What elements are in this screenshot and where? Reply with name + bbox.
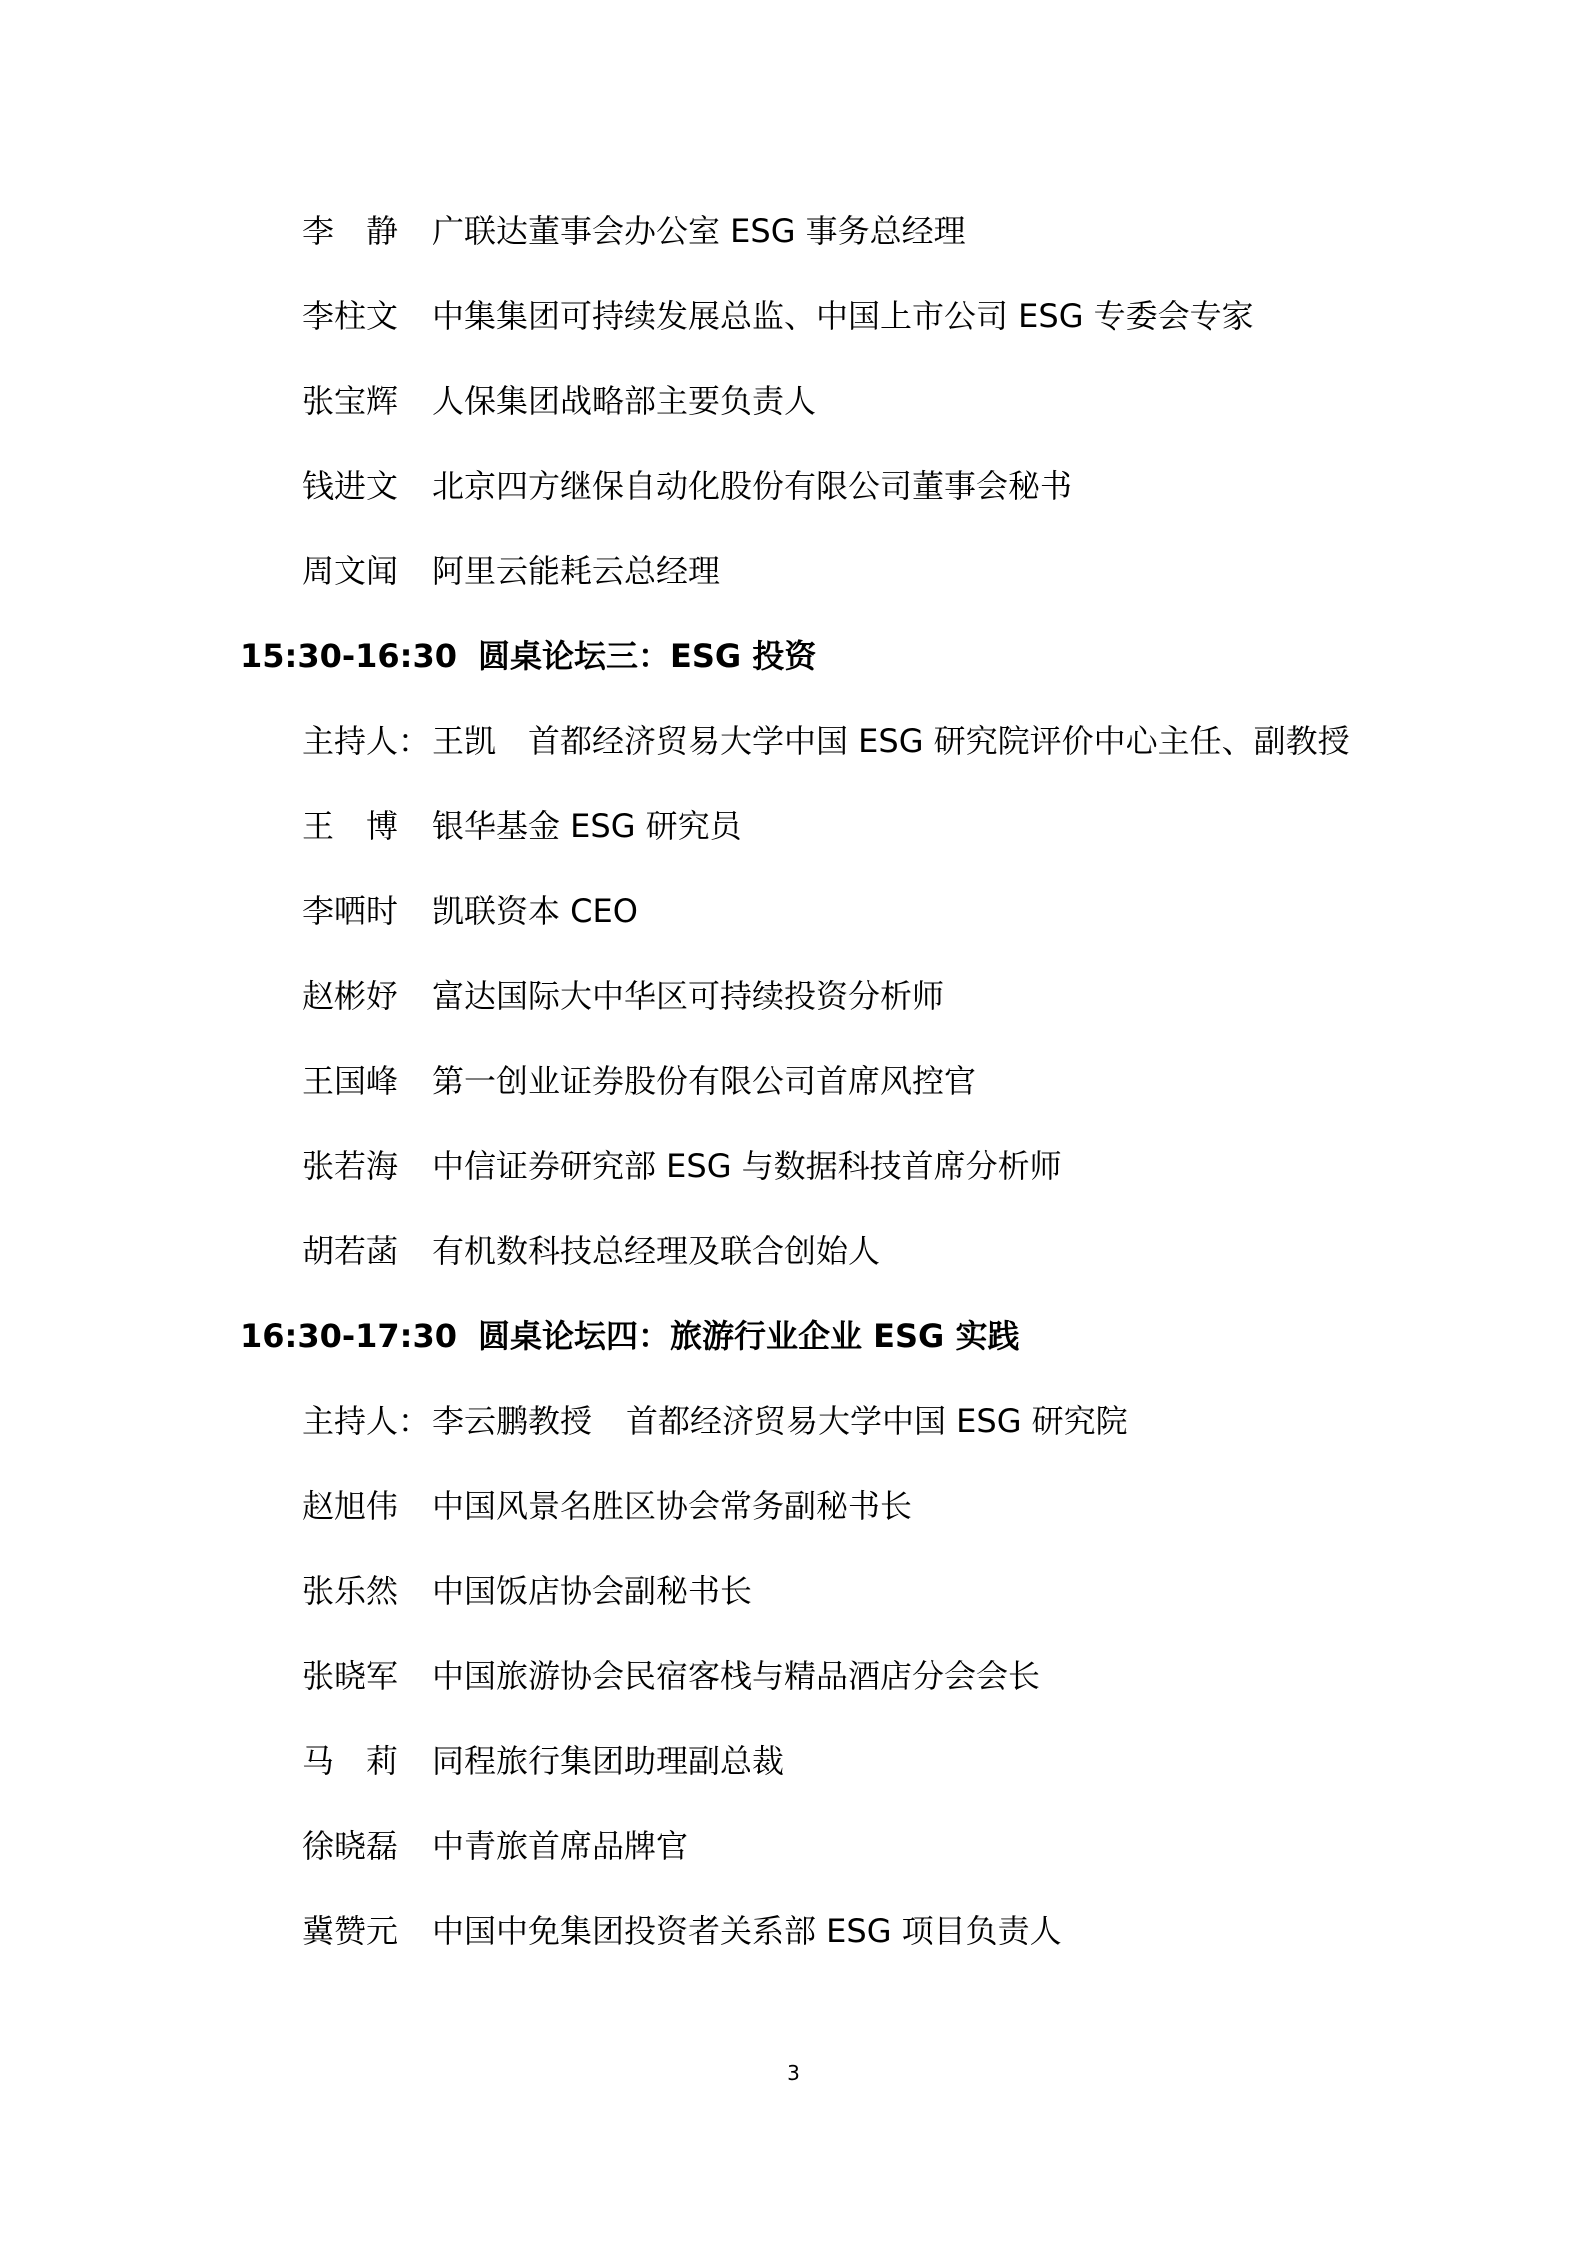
panelist-name: 张宝辉 [302,382,399,420]
list-item [0,1476,1587,1536]
host-name: 王凯 [432,722,497,760]
session-heading [0,626,1587,686]
host-name: 李云鹏教授 [432,1402,593,1440]
session-heading [0,1306,1587,1366]
panelist-title: 富达国际大中华区可持续投资分析师 [432,977,945,1015]
panelist-title: 中国中免集团投资者关系部 ESG 项目负责人 [432,1912,1062,1950]
panelist-name: 张乐然 [302,1572,399,1610]
panelist-title: 第一创业证券股份有限公司首席风控官 [432,1062,977,1100]
panelist-title: 同程旅行集团助理副总裁 [432,1742,785,1780]
panelist-title: 有机数科技总经理及联合创始人 [432,1232,881,1270]
panelist-name: 胡若菡 [302,1232,399,1270]
panelist-name: 李静 [302,212,431,250]
panelist-title: 阿里云能耗云总经理 [432,552,721,590]
panelist-name: 张若海 [302,1147,399,1185]
host-row [0,711,1587,771]
session-time: 16:30-17:30 [240,1317,457,1355]
list-item [0,286,1587,346]
list-item [0,456,1587,516]
panelist-name: 李哂时 [302,892,399,930]
list-item [0,1221,1587,1281]
host-title: 首都经济贸易大学中国 ESG 研究院 [626,1402,1128,1440]
panelist-name: 赵彬妤 [302,977,399,1015]
panelist-name: 冀赞元 [302,1912,399,1950]
list-item [0,201,1587,261]
panelist-name: 王博 [302,807,431,845]
page-number: 3 [787,2061,800,2085]
list-item [0,1561,1587,1621]
list-item [0,966,1587,1026]
panelist-title: 北京四方继保自动化股份有限公司董事会秘书 [432,467,1073,505]
panelist-title: 中国风景名胜区协会常务副秘书长 [432,1487,913,1525]
list-item [0,1136,1587,1196]
session-title: 圆桌论坛三：ESG 投资 [478,637,817,675]
host-label: 主持人： [302,722,431,760]
panelist-name: 张晓军 [302,1657,399,1695]
host-title: 首都经济贸易大学中国 ESG 研究院评价中心主任、副教授 [528,722,1350,760]
list-item [0,371,1587,431]
panelist-name: 马莉 [302,1742,431,1780]
host-label: 主持人： [302,1402,431,1440]
panelist-title: 人保集团战略部主要负责人 [432,382,817,420]
list-item [0,1816,1587,1876]
session-time: 15:30-16:30 [240,637,457,675]
list-item [0,881,1587,941]
panelist-title: 凯联资本 CEO [432,892,638,930]
session-title: 圆桌论坛四：旅游行业企业 ESG 实践 [478,1317,1020,1355]
panelist-title: 中国旅游协会民宿客栈与精品酒店分会会长 [432,1657,1041,1695]
panelist-title: 广联达董事会办公室 ESG 事务总经理 [432,212,966,250]
panelist-name: 钱进文 [302,467,399,505]
list-item [0,1901,1587,1961]
list-item [0,796,1587,856]
panelist-title: 中信证券研究部 ESG 与数据科技首席分析师 [432,1147,1062,1185]
panelist-title: 中青旅首席品牌官 [432,1827,689,1865]
list-item [0,1646,1587,1706]
list-item [0,541,1587,601]
panelist-title: 中集集团可持续发展总监、中国上市公司 ESG 专委会专家 [432,297,1254,335]
panelist-name: 王国峰 [302,1062,399,1100]
panelist-title: 中国饭店协会副秘书长 [432,1572,753,1610]
panelist-title: 银华基金 ESG 研究员 [432,807,742,845]
list-item [0,1731,1587,1791]
panelist-name: 李柱文 [302,297,399,335]
panelist-name: 周文闻 [302,552,399,590]
host-row [0,1391,1587,1451]
list-item [0,1051,1587,1111]
panelist-name: 徐晓磊 [302,1827,399,1865]
panelist-name: 赵旭伟 [302,1487,399,1525]
